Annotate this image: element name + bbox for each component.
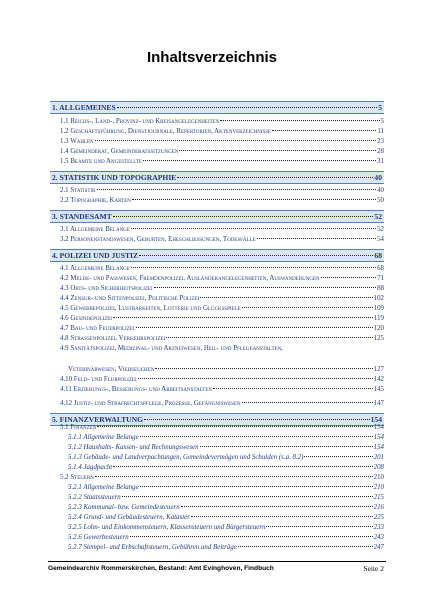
toc-entry-label: 1.2 Geschäftsführung, Dienstjournale, Repertorien, Aktenverzeichnisse <box>60 128 272 135</box>
toc-entry-label: 1.1 Reichs-, Land-, Provinz- und Kreisangelegenheiten <box>60 118 220 125</box>
toc-entry-page: 40 <box>377 187 384 194</box>
toc-entry[interactable] <box>60 294 384 304</box>
toc-dot-leader <box>95 476 373 477</box>
toc-entry-page: 145 <box>373 386 384 393</box>
toc-entry-page: 216 <box>373 504 384 511</box>
toc-dot-leader <box>139 255 373 256</box>
toc-entry-label: 4.4 Zensur- und Sittenpolizei, Politische Polizei <box>60 295 200 302</box>
toc-entry[interactable] <box>68 523 384 533</box>
toc-entry-page: 88 <box>377 285 384 292</box>
toc-entry-page: 50 <box>377 197 384 204</box>
toc-entry-page: 68 <box>374 251 382 260</box>
toc-entry-label: 4.7 Bau- und Feuerpolizei <box>60 325 135 332</box>
toc-entry-label: 4.12 Justiz- und Strafrechtspflege, Prozesse, Gefängniswesen <box>60 400 241 407</box>
toc-entry[interactable] <box>68 463 384 473</box>
toc-entry-page: 31 <box>377 158 384 165</box>
toc-entry[interactable] <box>68 453 384 463</box>
toc-section-header[interactable] <box>50 210 384 223</box>
toc-dot-leader <box>113 216 374 217</box>
toc-entry <box>52 173 382 183</box>
toc-entry-label: 5.2.5 Lohn- und Einkommensteuern, Klassensteuern und Bürgersteuern <box>68 524 266 531</box>
toc-entry-label: 5.2.1 Allgemeine Belange <box>68 484 139 491</box>
toc-dot-leader <box>97 426 372 427</box>
toc-entry[interactable] <box>60 284 384 294</box>
toc-dot-leader <box>200 297 372 298</box>
toc-entry-label: 5.1.3 Gebäude- und Landverpachtungen, Gemeindevermögen und Schulden (s.a. 8.2) <box>68 454 304 461</box>
toc-entry-label: 5.1.2 Haushalts- Kassen- und Rechnungswesen <box>68 444 199 451</box>
footer-divider <box>48 561 386 562</box>
toc-entry-label: 1. ALLGEMEINES <box>52 103 116 112</box>
toc-dot-leader <box>144 419 370 420</box>
toc-entry[interactable] <box>60 399 384 409</box>
toc-dot-leader <box>122 496 373 497</box>
toc-entry-label: 4.1 Allgemeine Belange <box>60 265 130 272</box>
toc-entry-page: 119 <box>373 315 384 322</box>
toc-dot-leader <box>113 466 372 467</box>
toc-entry-label: 4.5 Gewerbepolizei, Lustbarkeiten, Lotterie und Glücksspiele <box>60 305 241 312</box>
toc-dot-leader <box>131 267 376 268</box>
toc-entry[interactable] <box>60 314 384 324</box>
toc-dot-leader <box>266 526 372 527</box>
toc-dot-leader <box>220 120 379 121</box>
toc-dot-leader <box>140 486 373 487</box>
toc-entry-page: 109 <box>373 305 384 312</box>
toc-entry-page: 5 <box>380 118 384 125</box>
toc-entry-page: 71 <box>377 275 384 282</box>
toc-entry-label: 4.3 Orts- und Sicherheitspolizei <box>60 285 153 292</box>
toc-entry-label: 3.2 Personenstandswesen, Geburten, Eheschließungen, Todesfälle <box>60 236 256 243</box>
toc-entry-label: 5. FINANZVERWALTUNG <box>52 415 144 424</box>
toc-entry-page: 215 <box>373 494 384 501</box>
toc-entry-label: 1.5 Beamte und Angestellte <box>60 158 142 165</box>
toc-entry-label: 1.4 Gemeinderat, Gemeinderatssitzungen <box>60 148 179 155</box>
toc-entry-page: 210 <box>373 474 384 481</box>
toc-entry[interactable] <box>68 533 384 543</box>
toc-entry[interactable] <box>60 375 384 385</box>
toc-entry-label: 5.2.7 Stempel- und Erbschaftsteuern, Gebühren und Beiträge <box>68 544 237 551</box>
toc-entry-label: 5.2 Steuern <box>60 474 94 481</box>
toc-dot-leader <box>191 516 373 517</box>
toc-dot-leader <box>154 287 376 288</box>
toc-section-header[interactable] <box>50 171 384 184</box>
toc-entry-label: 4.11 Erziehungs-, Besserungs- und Arbeitsanstalten <box>60 386 212 393</box>
toc-dot-leader <box>130 536 373 537</box>
toc-entry-label: 5.2.6 Gewerbesteuern <box>68 534 129 541</box>
toc-dot-leader <box>272 130 376 131</box>
toc-entry-label: 3. STANDESAMT <box>52 212 112 221</box>
toc-entry-page: 52 <box>374 212 382 221</box>
toc-entry[interactable] <box>60 137 384 147</box>
toc-entry-label: 5.2.3 Kommunal- bzw. Gemeindesteuern <box>68 504 180 511</box>
toc-entry[interactable] <box>60 274 384 284</box>
toc-entry <box>52 251 382 261</box>
toc-entry-page: 23 <box>377 138 384 145</box>
toc-entry[interactable] <box>68 483 384 493</box>
toc-dot-leader <box>131 228 376 229</box>
toc-section-header[interactable] <box>50 101 384 114</box>
toc-entry-label: Veterinärwesen, Viehseuchen <box>68 366 155 373</box>
toc-entry[interactable] <box>60 186 384 196</box>
toc-entry-page: 5 <box>378 103 382 112</box>
toc-dot-leader <box>242 307 373 308</box>
toc-entry-page: 68 <box>377 265 384 272</box>
toc-entry[interactable] <box>60 147 384 157</box>
toc-dot-leader <box>140 436 373 437</box>
toc-dot-leader <box>304 456 372 457</box>
toc-dot-leader <box>242 402 373 403</box>
toc-entry-label: 1.3 Wahlen <box>60 138 94 145</box>
toc-entry-label: 3.1 Allgemeine Belange <box>60 226 130 233</box>
toc-entry-page: 243 <box>373 534 384 541</box>
toc-entry-page: 210 <box>373 484 384 491</box>
toc-entry[interactable] <box>68 493 384 503</box>
toc-entry-page: 225 <box>373 514 384 521</box>
toc-entry-label: 5.1.4 Jagdpacht <box>68 464 113 471</box>
toc-dot-leader <box>155 368 372 369</box>
toc-entry-page: 102 <box>373 295 384 302</box>
toc-dot-leader <box>138 378 373 379</box>
toc-entry-label: 2.1 Statistik <box>60 187 96 194</box>
toc-entry-page: 54 <box>377 236 384 243</box>
toc-entry[interactable] <box>60 423 384 433</box>
toc-dot-leader <box>143 160 376 161</box>
toc-entry-page: 154 <box>370 415 382 424</box>
toc-entry-page: 28 <box>377 148 384 155</box>
toc-entry-page: 127 <box>373 366 384 373</box>
toc-dot-leader <box>113 317 373 318</box>
page-title: Inhaltsverzeichnis <box>146 49 278 66</box>
toc-entry[interactable] <box>60 196 384 206</box>
toc-entry-page: 11 <box>377 128 384 135</box>
toc-entry <box>52 212 382 222</box>
toc-section-header[interactable] <box>50 249 384 262</box>
toc-dot-leader <box>97 189 376 190</box>
toc-dot-leader <box>117 107 377 108</box>
toc-entry <box>52 103 382 113</box>
toc-dot-leader <box>166 337 372 338</box>
toc-dot-leader <box>132 199 376 200</box>
toc-entry-page: 201 <box>373 454 384 461</box>
toc-entry-page: 247 <box>373 544 384 551</box>
toc-dot-leader <box>95 140 376 141</box>
toc-entry-label: 5.1.1 Allgemeine Belange <box>68 434 139 441</box>
toc-entry-label: 2. STATISTIK UND TOPOGRAPHIE <box>52 173 177 182</box>
toc-entry[interactable] <box>68 503 384 513</box>
toc-entry-label: 4.9 Sanitätspolizei, Medizinal- und Arzneiwesen, Heil- und Pflegeanstalten, <box>60 345 283 352</box>
toc-dot-leader <box>321 277 376 278</box>
toc-entry[interactable] <box>60 117 384 127</box>
toc-entry[interactable] <box>60 365 384 375</box>
toc-entry-page: 154 <box>373 444 384 451</box>
toc-entry-label: 4.10 Feld- und Flurpolizei <box>60 376 137 383</box>
toc-dot-leader <box>257 238 376 239</box>
toc-entry-page: 125 <box>373 335 384 342</box>
toc-entry-page: 40 <box>374 173 382 182</box>
toc-dot-leader <box>238 546 373 547</box>
toc-entry-label: 5.1 Finanzen <box>60 424 97 431</box>
toc-dot-leader <box>181 506 373 507</box>
toc-entry-label: 4.2 Melde- und Passwesen, Fremdenpolizei, Ausländerangelegenheiten, Auswanderungen <box>60 275 320 282</box>
toc-entry[interactable] <box>60 324 384 334</box>
toc-dot-leader <box>213 388 373 389</box>
toc-dot-leader <box>179 150 376 151</box>
toc-entry-page: 147 <box>373 400 384 407</box>
toc-entry-page: 52 <box>377 226 384 233</box>
toc-entry-label: 5.2.2 Staatssteuern <box>68 494 121 501</box>
toc-entry[interactable] <box>60 225 384 235</box>
toc-entry-page: 142 <box>373 376 384 383</box>
toc-dot-leader <box>177 177 373 178</box>
toc-entry-label: 4.6 Gesindepolizei <box>60 315 112 322</box>
toc-entry[interactable] <box>60 304 384 314</box>
toc-entry[interactable] <box>60 473 384 483</box>
toc-entry-label: 4.8 Strassenpolizei, Verkehrspolizei <box>60 335 166 342</box>
toc-entry[interactable] <box>68 513 384 523</box>
toc-entry-label: 4. POLIZEI UND JUSTIZ <box>52 251 139 260</box>
toc-entry[interactable] <box>60 334 384 344</box>
toc-dot-leader <box>200 446 373 447</box>
toc-entry-page: 154 <box>373 424 384 431</box>
toc-entry[interactable] <box>60 127 384 137</box>
toc-entry[interactable] <box>60 264 384 274</box>
toc-entry-page: 208 <box>373 464 384 471</box>
toc-entry[interactable] <box>60 385 384 395</box>
toc-dot-leader <box>136 327 373 328</box>
toc-entry[interactable] <box>60 235 384 245</box>
toc-entry-page: 233 <box>373 524 384 531</box>
toc-entry-label: 5.2.4 Grund- und Gebäudesteuern, Kataster <box>68 514 190 521</box>
footer-archive-label: Gemeindearchiv Rommerskirchen, Bestand: Amt Evinghoven, Findbuch <box>48 565 274 572</box>
footer-page-number: Seite 2 <box>363 564 384 573</box>
toc-entry[interactable] <box>68 433 384 443</box>
toc-entry-label: 2.2 Topographie, Karten <box>60 197 131 204</box>
toc-entry[interactable] <box>60 157 384 167</box>
toc-entry[interactable] <box>68 543 384 553</box>
toc-entry-page: 120 <box>373 325 384 332</box>
toc-entry[interactable] <box>68 443 384 453</box>
toc-entry-page: 154 <box>373 434 384 441</box>
toc-entry-line[interactable] <box>60 344 384 354</box>
